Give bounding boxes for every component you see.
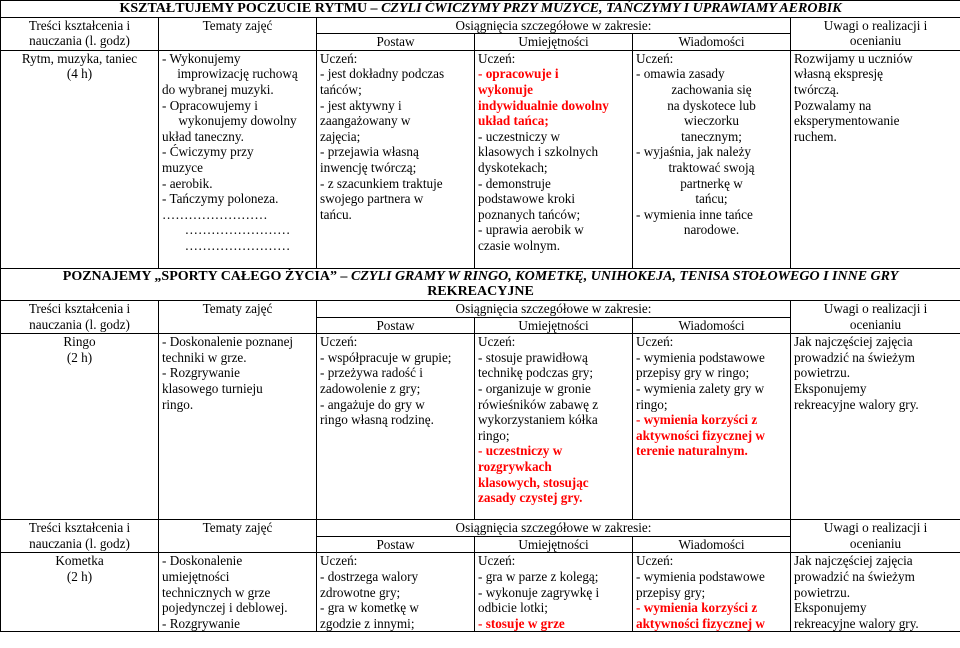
text-line: - Opracowujemy i: [162, 97, 258, 113]
text-line: układ tańca;: [478, 113, 549, 129]
rytm-tematy: [159, 50, 317, 268]
text-line: (2 h): [66, 568, 93, 584]
text-line: do wybranej muzyki.: [162, 81, 274, 97]
text-line: ocenianiu: [849, 33, 902, 49]
kometka-tematy: [159, 553, 317, 632]
text-line: terenie naturalnym.: [636, 443, 748, 459]
text-line: - aerobik.: [162, 175, 213, 191]
text-line: czasie wolnym.: [478, 237, 561, 253]
text-line: Rytm, muzyka, taniec: [21, 50, 138, 66]
kometka-tresci: [1, 553, 159, 632]
text-line: - stosuje w grze: [478, 615, 565, 631]
text-line: - wymienia inne tańce: [636, 206, 753, 222]
text-line: indywidualnie dowolny: [478, 97, 609, 113]
text-line: pojedynczej i deblowej.: [162, 600, 288, 616]
text-line: Uczeń:: [478, 334, 516, 350]
text-line: klasowego turnieju: [162, 380, 263, 396]
header-wiadomosci: Wiadomości: [633, 34, 791, 51]
ringo-postaw: [317, 334, 475, 520]
ringo-wiadomosci: [633, 334, 791, 520]
text-line: wykonujemy dowolny: [178, 113, 297, 129]
text-line: umiejętności: [162, 568, 230, 584]
header-postaw: Postaw: [317, 34, 475, 51]
text-line: - Wykonujemy: [162, 50, 241, 66]
section1-title: KSZTAŁTUJEMY POCZUCIE RYTMU – CZYLI ĆWICZYMY PRZY MUZYCE, TAŃCZYMY I UPRAWIAMY AEROBIK: [1, 1, 960, 18]
text-line: Uczeń:: [320, 50, 358, 66]
text-line: - wymienia korzyści z: [636, 412, 758, 428]
text-line: - Ćwiczymy przy: [162, 144, 254, 160]
text-line: Treści kształcenia i: [28, 300, 131, 316]
text-line: - jest dokładny podczas: [320, 66, 445, 82]
text-line: twórczą.: [794, 81, 840, 97]
text-line: własną ekspresję: [794, 66, 883, 82]
text-line: - uczestniczy w: [478, 128, 561, 144]
header-tematy: Tematy zajęć: [159, 520, 317, 553]
header-tresci: [1, 300, 159, 333]
text-line: inwencję twórczą;: [320, 159, 417, 175]
rytm-uwagi: [791, 50, 960, 268]
ringo-uwagi: [791, 334, 960, 520]
text-line: - współpracuje w grupie;: [320, 349, 452, 365]
kometka-wiadomosci: [633, 553, 791, 632]
header-osiagniecia: Osiągnięcia szczegółowe w zakresie:: [317, 300, 791, 317]
text-line: - wymienia korzyści z: [636, 600, 758, 616]
text-line: klasowych, stosując: [478, 474, 589, 490]
text-line: Uczeń:: [320, 553, 358, 569]
text-line: Uczeń:: [478, 553, 516, 569]
text-line: ocenianiu: [849, 316, 902, 332]
text-line: Uczeń:: [636, 50, 674, 66]
header-umiejetnosci: Umiejętności: [475, 34, 633, 51]
text-line: - wymienia zalety gry w: [636, 380, 765, 396]
text-line: technicznych w grze: [162, 584, 271, 600]
text-line: wykonuje: [478, 81, 533, 97]
text-line: tańców;: [320, 81, 362, 97]
text-line: Rozwijamy u uczniów: [794, 50, 913, 66]
text-line: zgodzie z innymi;: [320, 615, 415, 631]
text-line: - omawia zasady: [636, 66, 725, 82]
ringo-umiejetnosci: [475, 334, 633, 520]
text-line: tańcu.: [320, 206, 352, 222]
text-line: wykorzystaniem kółka: [478, 412, 598, 428]
text-line: eksperymentowanie: [794, 113, 900, 129]
text-line: przepisy gry;: [636, 584, 706, 600]
ringo-tematy: [159, 334, 317, 520]
ringo-tresci: [1, 334, 159, 520]
text-line: prowadzić na świeżym: [794, 568, 915, 584]
text-line: zachowania się: [671, 81, 752, 97]
text-line: Ringo: [63, 334, 96, 350]
header-tresci: [1, 17, 159, 50]
text-line: Pozwalamy na: [794, 97, 872, 113]
header-uwagi: [791, 300, 960, 333]
text-line: Treści kształcenia i: [28, 520, 131, 536]
text-line: technikę podczas gry;: [478, 365, 593, 381]
text-line: ……………………: [184, 237, 291, 253]
text-line: nauczania (l. godz): [29, 316, 130, 332]
text-line: układ taneczny.: [162, 128, 244, 144]
text-line: tańcu;: [695, 191, 728, 207]
text-line: ringo;: [636, 396, 668, 412]
text-line: Jak najczęściej zajęcia: [794, 553, 913, 569]
text-line: ……………………: [184, 222, 291, 238]
header-wiadomosci: Wiadomości: [633, 536, 791, 553]
header-uwagi: [791, 17, 960, 50]
text-line: - przeżywa radość i: [320, 365, 423, 381]
text-line: Uczeń:: [320, 334, 358, 350]
text-line: - Doskonalenie: [162, 553, 243, 569]
text-line: nauczania (l. godz): [29, 535, 130, 551]
text-line: rekreacyjne walory gry.: [794, 615, 919, 631]
text-line: - angażuje do gry w: [320, 396, 425, 412]
text-line: wieczorku: [684, 113, 739, 129]
text-line: prowadzić na świeżym: [794, 349, 915, 365]
kometka-uwagi: [791, 553, 960, 632]
text-line: muzyce: [162, 159, 204, 175]
text-line: - gra w kometkę w: [320, 600, 419, 616]
text-line: powietrzu.: [794, 584, 851, 600]
text-line: Uczeń:: [636, 334, 674, 350]
text-line: techniki w grze.: [162, 349, 247, 365]
text-line: ringo własną rodzinę.: [320, 412, 434, 428]
text-line: zajęcia;: [320, 128, 361, 144]
text-line: Uwagi o realizacji i: [823, 17, 928, 33]
text-line: - wymienia podstawowe: [636, 568, 765, 584]
text-line: ringo;: [478, 427, 510, 443]
text-line: podstawowe kroki: [478, 191, 576, 207]
text-line: na dyskotece lub: [667, 97, 756, 113]
text-line: rekreacyjne walory gry.: [794, 396, 919, 412]
text-line: - z szacunkiem traktuje: [320, 175, 443, 191]
text-line: dyskotekach;: [478, 159, 548, 175]
text-line: Uwagi o realizacji i: [823, 300, 928, 316]
text-line: - Tańczymy poloneza.: [162, 191, 279, 207]
header-umiejetnosci: Umiejętności: [475, 317, 633, 334]
text-line: - gra w parze z kolegą;: [478, 568, 599, 584]
header-osiagniecia: Osiągnięcia szczegółowe w zakresie:: [317, 17, 791, 34]
text-line: ruchem.: [794, 128, 837, 144]
header-postaw: Postaw: [317, 317, 475, 334]
text-line: - przejawia własną: [320, 144, 419, 160]
header-tematy: Tematy zajęć: [159, 300, 317, 333]
text-line: (2 h): [66, 349, 93, 365]
text-line: ocenianiu: [849, 535, 902, 551]
text-line: klasowych i szkolnych: [478, 144, 599, 160]
text-line: - uczestniczy w: [478, 443, 563, 459]
header-wiadomosci: Wiadomości: [633, 317, 791, 334]
rytm-umiejetnosci: [475, 50, 633, 268]
text-line: improwizację ruchową: [177, 66, 298, 82]
text-line: - wykonuje zagrywkę i: [478, 584, 600, 600]
text-line: - Rozgrywanie: [162, 615, 240, 631]
text-line: zadowolenie z gry;: [320, 380, 421, 396]
text-line: aktywności fizycznej w: [636, 427, 765, 443]
text-line: zdrowotne gry;: [320, 584, 401, 600]
text-line: Uczeń:: [636, 553, 674, 569]
header-uwagi: [791, 520, 960, 553]
text-line: powietrzu.: [794, 365, 851, 381]
text-line: Kometka: [55, 553, 104, 569]
section2-title: POZNAJEMY „SPORTY CAŁEGO ŻYCIA” – CZYLI GRAMY W RINGO, KOMETKĘ, UNIHOKEJA, TENISA STOŁOWEGO I INNE GRY REKREACYJNE: [1, 268, 960, 300]
text-line: odbicie lotki;: [478, 600, 548, 616]
rytm-tresci: [1, 50, 159, 268]
text-line: - stosuje prawidłową: [478, 349, 588, 365]
text-line: narodowe.: [683, 222, 740, 238]
text-line: aktywności fizycznej w: [636, 615, 765, 631]
text-line: Jak najczęściej zajęcia: [794, 334, 913, 350]
text-line: - demonstruje: [478, 175, 551, 191]
text-line: rówieśników zabawę z: [478, 396, 599, 412]
text-line: Eksponujemy: [794, 380, 867, 396]
text-line: - wymienia podstawowe: [636, 349, 765, 365]
text-line: tanecznym;: [681, 128, 742, 144]
text-line: swojego partnera w: [320, 191, 424, 207]
text-line: (4 h): [66, 66, 93, 82]
header-osiagniecia: Osiągnięcia szczegółowe w zakresie:: [317, 520, 791, 537]
text-line: - wyjaśnia, jak należy: [636, 144, 751, 160]
text-line: Uwagi o realizacji i: [823, 520, 928, 536]
text-line: przepisy gry w ringo;: [636, 365, 750, 381]
text-line: poznanych tańców;: [478, 206, 581, 222]
text-line: partnerkę w: [680, 175, 743, 191]
text-line: - Doskonalenie poznanej: [162, 334, 294, 350]
text-line: zaangażowany w: [320, 113, 411, 129]
text-line: Treści kształcenia i: [28, 17, 131, 33]
text-line: ringo.: [162, 396, 194, 412]
text-line: zasady czystej gry.: [478, 490, 583, 506]
text-line: Eksponujemy: [794, 600, 867, 616]
text-line: Uczeń:: [478, 50, 516, 66]
kometka-umiejetnosci: [475, 553, 633, 632]
text-line: nauczania (l. godz): [29, 33, 130, 49]
text-line: traktować swoją: [668, 159, 755, 175]
header-tresci: [1, 520, 159, 553]
rytm-wiadomosci: [633, 50, 791, 268]
text-line: - organizuje w gronie: [478, 380, 591, 396]
text-line: - Rozgrywanie: [162, 365, 240, 381]
header-tematy: Tematy zajęć: [159, 17, 317, 50]
text-line: rozgrywkach: [478, 458, 552, 474]
text-line: - opracowuje i: [478, 66, 559, 82]
text-line: - jest aktywny i: [320, 97, 402, 113]
text-line: ……………………: [162, 206, 268, 222]
header-postaw: Postaw: [317, 536, 475, 553]
rytm-postaw: [317, 50, 475, 268]
header-umiejetnosci: Umiejętności: [475, 536, 633, 553]
text-line: - uprawia aerobik w: [478, 222, 584, 238]
text-line: - dostrzega walory: [320, 568, 419, 584]
kometka-postaw: [317, 553, 475, 632]
